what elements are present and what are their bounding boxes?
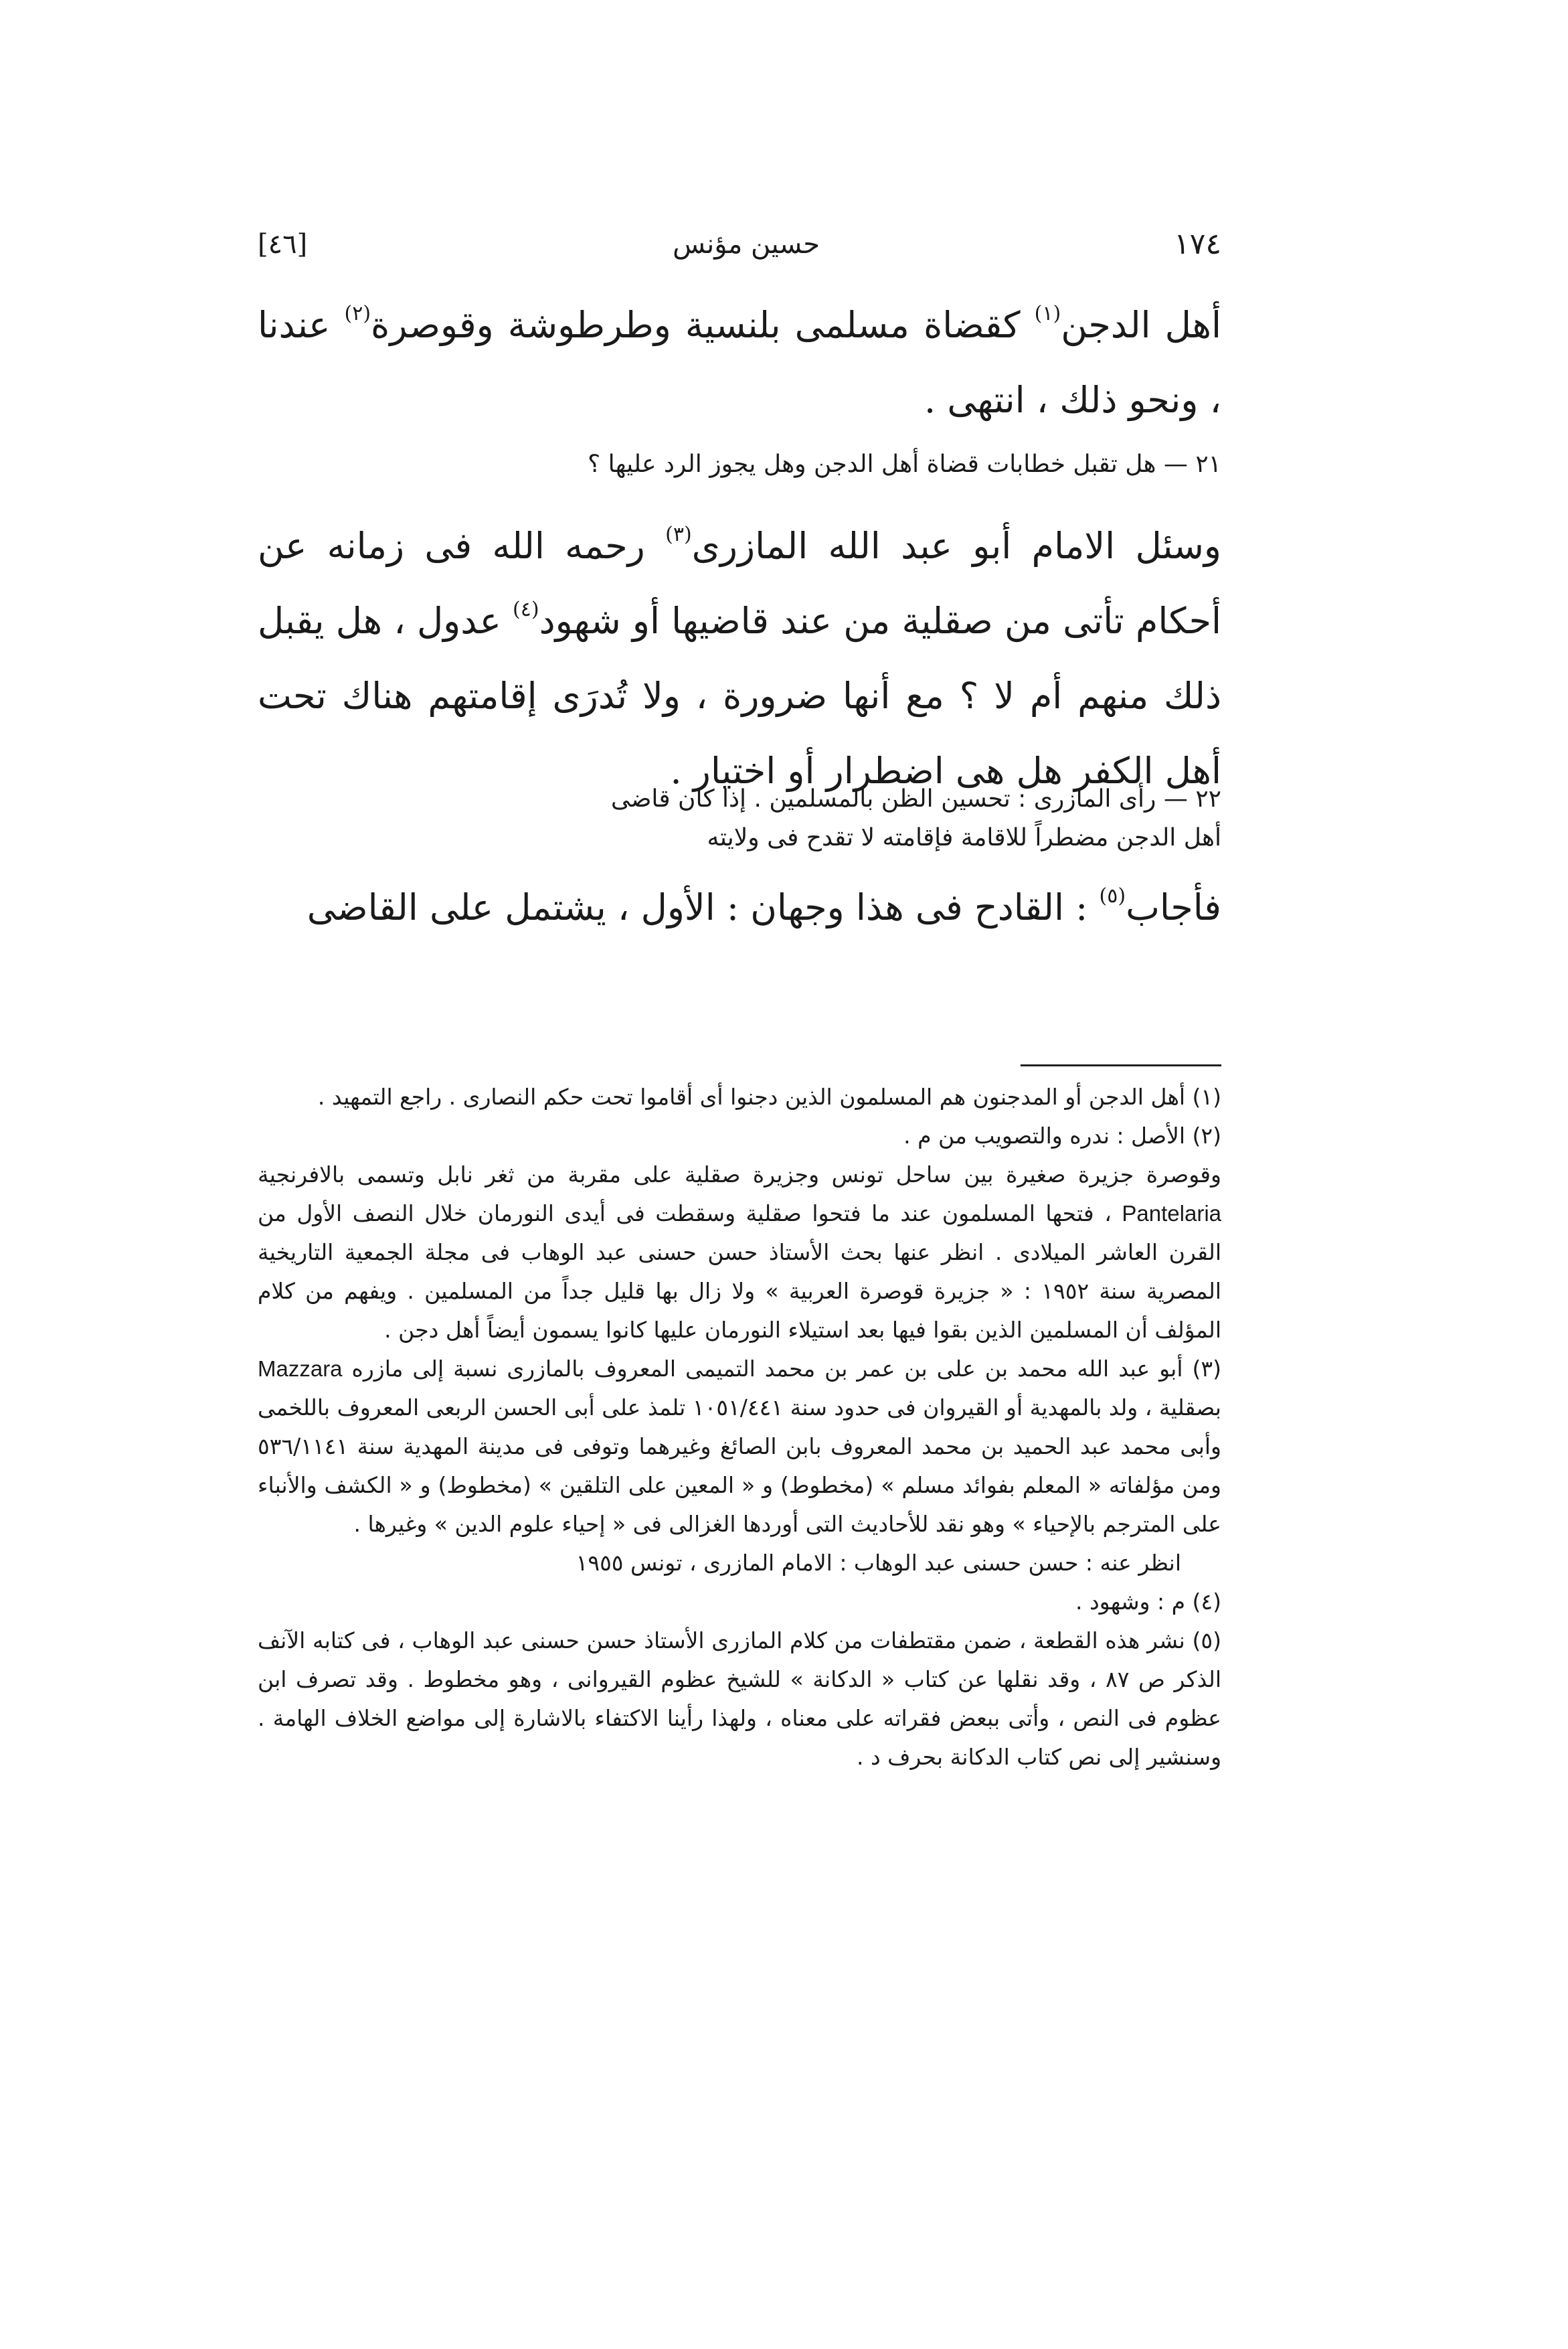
footnote-3-reference: انظر عنه : حسن حسنى عبد الوهاب : الامام المازرى ، تونس ١٩٥٥ — [576, 1550, 1181, 1576]
section-heading-22 — [315, 780, 1221, 858]
text-run: عدول ، هل يقبل ذلك منهم أم لا ؟ مع أنها ضرورة ، ولا تُدرَى إقامتهم هناك تحت أهل الكفر هل هى اضطرار أو اختيار . — [258, 600, 1221, 792]
footnote-divider — [1021, 1064, 1221, 1066]
page-reference: [٤٦] — [258, 229, 308, 260]
paragraph-3 — [258, 870, 1221, 945]
text-run: فأجاب — [1126, 886, 1221, 928]
footnote-marker-1: (١) — [1034, 302, 1061, 325]
text-run: : القادح فى هذا وجهان : الأول ، يشتمل على القاضى — [307, 886, 1088, 928]
footnote-marker-4: (٤) — [513, 598, 539, 621]
text-run: بصقلية ، ولد بالمهدية أو القيروان فى حدود سنة ١٠٥١/٤٤١ تلمذ على أبى الحسن الربعى المعروف باللخمى وأبى محمد عبد الحميد بن محمد المعروف بابن الصائغ وغيرهما وتوفى فى مدينة المهدية سنة ٥٣٦/١١٤١ ومن مؤلفاته « المعلم بفوائد مسلم » (مخطوط) و « المعين على التلقين » (مخطوط) و « الكشف والأنباء على المترجم بالإحياء » وهو نقد للأحاديث التى أوردها الغزالى فى « إحياء علوم الدين » وغيرها . — [258, 1394, 1221, 1537]
page-number: ١٧٤ — [1174, 227, 1221, 261]
text-run: عندنا ، ونحو ذلك ، انتهى . — [258, 304, 1221, 421]
text-run: وسئل الامام أبو عبد الله المازرى — [691, 525, 1221, 567]
paragraph-2 — [258, 509, 1221, 809]
footnotes — [258, 1078, 1221, 1777]
running-head — [258, 221, 1221, 268]
paragraph-1 — [258, 288, 1221, 438]
text-run: (٣) أبو عبد الله محمد بن على بن عمر بن محمد التميمى المعروف بالمازرى نسبة إلى مازره — [351, 1356, 1221, 1382]
text-run: أهل الدجن — [1061, 304, 1222, 346]
footnote-marker-3: (٣) — [665, 523, 692, 546]
footnote-3 — [258, 1350, 1221, 1544]
footnote-4: (٤) م : وشهود . — [1075, 1589, 1221, 1615]
running-author: حسين مؤنس — [673, 229, 820, 260]
text-run: كقضاة مسلمى بلنسية وطرطوشة وقوصرة — [371, 304, 1021, 346]
latin-term: Pantelaria — [1122, 1201, 1222, 1226]
heading-text: ٢١ — هل تقبل خطابات قضاة أهل الدجن وهل يجوز الرد عليها ؟ — [588, 451, 1221, 478]
heading-line-1: ٢٢ — رأى المازرى : تحسين الظن بالمسلمين . إذا كان قاضى — [610, 785, 1221, 813]
footnote-marker-2: (٢) — [344, 302, 371, 325]
footnote-2-continued — [258, 1155, 1221, 1350]
footnote-5: (٥) نشر هذه القطعة ، ضمن مقتطفات من كلام المازرى الأستاذ حسن حسنى عبد الوهاب ، فى كتابه الآنف الذكر ص ٨٧ ، وقد نقلها عن كتاب « الدكانة » للشيخ عظوم القيروانى ، وهو مخطوط . وقد تصرف ابن عظوم فى النص ، وأتى ببعض فقراته على معناه ، ولهذا رأينا الاكتفاء بالاشارة إلى مواضع الخلاف الهامة . وسنشير إلى نص كتاب الدكانة بحرف د . — [258, 1627, 1221, 1770]
footnote-2: (٢) الأصل : ندره والتصويب من م . — [903, 1123, 1221, 1149]
footnote-marker-5: (٥) — [1099, 884, 1126, 908]
latin-term: Mazzara — [258, 1356, 343, 1381]
section-heading-21 — [315, 445, 1221, 484]
text-run: وقوصرة جزيرة صغيرة بين ساحل تونس وجزيرة صقلية على مقربة من ثغر نابل وتسمى بالافرنجية — [258, 1161, 1221, 1188]
text-run: ، فتحها المسلمون عند ما فتحوا صقلية وسقطت فى أيدى النورمان خلال النصف الأول من القرن العاشر الميلادى . انظر عنها بحث الأستاذ حسن حسنى عبد الوهاب فى مجلة الجمعية التاريخية المصرية سنة ١٩٥٢ : « جزيرة قوصرة العربية » ولا زال بها قليل جداً من المسلمين . ويفهم من كلام المؤلف أن المسلمين الذين بقوا فيها بعد استيلاء النورمان عليها كانوا يسمون أيضاً أهل دجن . — [258, 1200, 1221, 1343]
text-run: رحمه الله فى زمانه عن أحكام تأتى من صقلية من عند قاضيها أو شهود — [258, 525, 1221, 642]
footnote-1: (١) أهل الدجن أو المدجنون هم المسلمون الذين دجنوا أى أقاموا تحت حكم النصارى . راجع التمهيد . — [317, 1084, 1221, 1110]
heading-line-2: أهل الدجن مضطراً للاقامة فإقامته لا تقدح فى ولايته — [707, 824, 1221, 852]
